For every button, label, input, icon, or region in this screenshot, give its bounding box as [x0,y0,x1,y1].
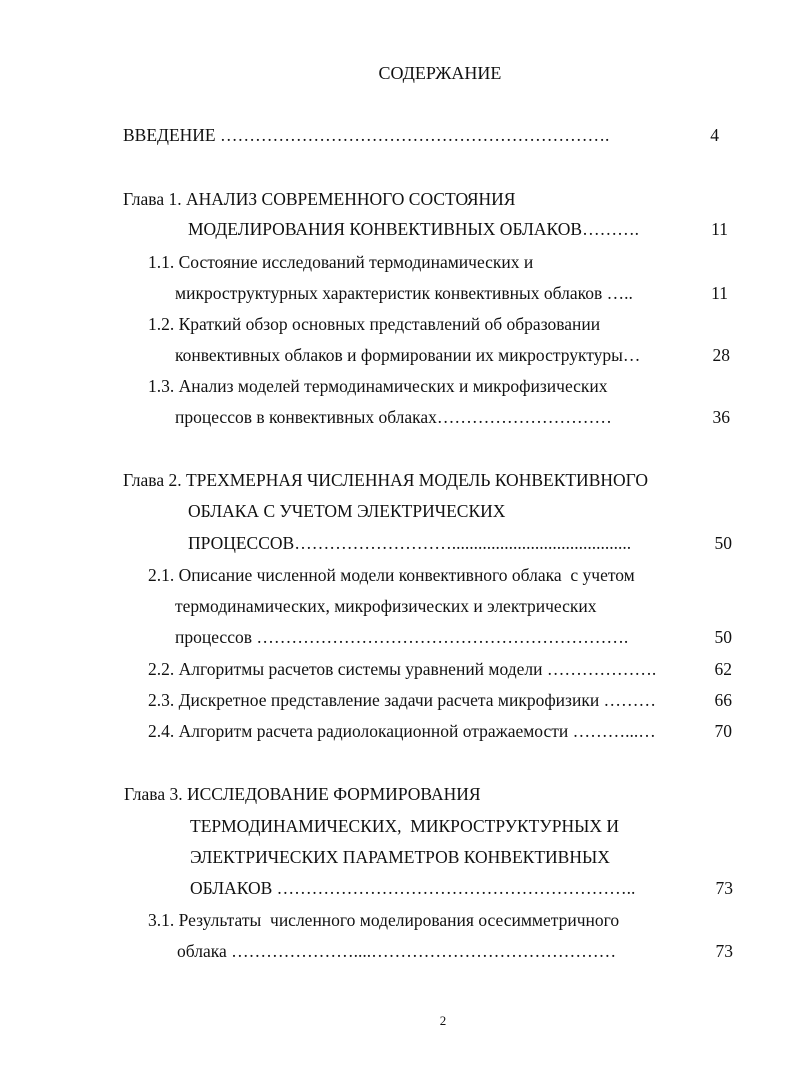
toc-chapter-2-line1: Глава 2. ТРЕХМЕРНАЯ ЧИСЛЕННАЯ МОДЕЛЬ КОНВЕКТИВНОГО [123,470,648,490]
toc-section-2-1-line1: 2.1. Описание численной модели конвективного облака с учетом [148,565,635,585]
toc-section-1-3-line1: 1.3. Анализ моделей термодинамических и микрофизических [148,376,608,396]
page-number: 2 [439,1013,447,1028]
toc-section-1-2-line2: конвективных облаков и формировании их микроструктуры… [175,345,641,365]
toc-chapter-1-line2: МОДЕЛИРОВАНИЯ КОНВЕКТИВНЫХ ОБЛАКОВ………. [188,219,639,239]
page-title: СОДЕРЖАНИЕ [378,63,502,83]
toc-chapter-1-line1: Глава 1. АНАЛИЗ СОВРЕМЕННОГО СОСТОЯНИЯ [123,189,516,209]
toc-page-section-3-1: 73 [715,941,733,961]
toc-page-section-2-3: 66 [714,690,732,710]
toc-chapter-3-line2: ТЕРМОДИНАМИЧЕСКИХ, МИКРОСТРУКТУРНЫХ И [190,816,620,836]
toc-section-2-1-line3: процессов ………………………………………………………. [175,627,629,647]
toc-section-1-1-line2: микроструктурных характеристик конвективных облаков ….. [175,283,633,303]
toc-page-section-2-4: 70 [714,721,732,741]
toc-section-2-2: 2.2. Алгоритмы расчетов системы уравнений модели ………………. [148,659,657,679]
toc-chapter-3-line3: ЭЛЕКТРИЧЕСКИХ ПАРАМЕТРОВ КОНВЕКТИВНЫХ [190,847,610,867]
toc-entry-intro: ВВЕДЕНИЕ …………………………………………………………. [123,125,610,145]
toc-page-section-1-3: 36 [712,407,730,427]
toc-section-1-1-line1: 1.1. Состояние исследований термодинамических и [148,252,534,272]
toc-chapter-3-line4: ОБЛАКОВ …………………………………………………….. [190,878,636,898]
toc-section-3-1-line2: облака …………………....…………………………………… [177,941,617,961]
toc-page-section-2-1: 50 [714,627,732,647]
toc-page-chapter-2: 50 [714,533,732,553]
toc-section-2-4: 2.4. Алгоритм расчета радиолокационной отражаемости ………...… [148,721,656,741]
toc-page-chapter-1: 11 [711,219,728,239]
toc-chapter-2-line3: ПРОЦЕССОВ………………………......................................... [188,533,632,553]
toc-page-section-1-1: 11 [711,283,728,303]
toc-page-section-2-2: 62 [714,659,732,679]
toc-section-2-1-line2: термодинамических, микрофизических и электрических [175,596,597,616]
toc-page-section-1-2: 28 [712,345,730,365]
toc-section-2-3: 2.3. Дискретное представление задачи расчета микрофизики ……… [148,690,657,710]
toc-page-chapter-3: 73 [715,878,733,898]
toc-chapter-2-line2: ОБЛАКА С УЧЕТОМ ЭЛЕКТРИЧЕСКИХ [188,501,506,521]
toc-page-intro: 4 [710,125,719,145]
toc-section-1-3-line2: процессов в конвективных облаках………………………… [175,407,612,427]
toc-section-1-2-line1: 1.2. Краткий обзор основных представлений об образовании [148,314,601,334]
toc-section-3-1-line1: 3.1. Результаты численного моделирования осесимметричного [148,910,620,930]
toc-chapter-3-line1: Глава 3. ИССЛЕДОВАНИЕ ФОРМИРОВАНИЯ [124,784,481,804]
